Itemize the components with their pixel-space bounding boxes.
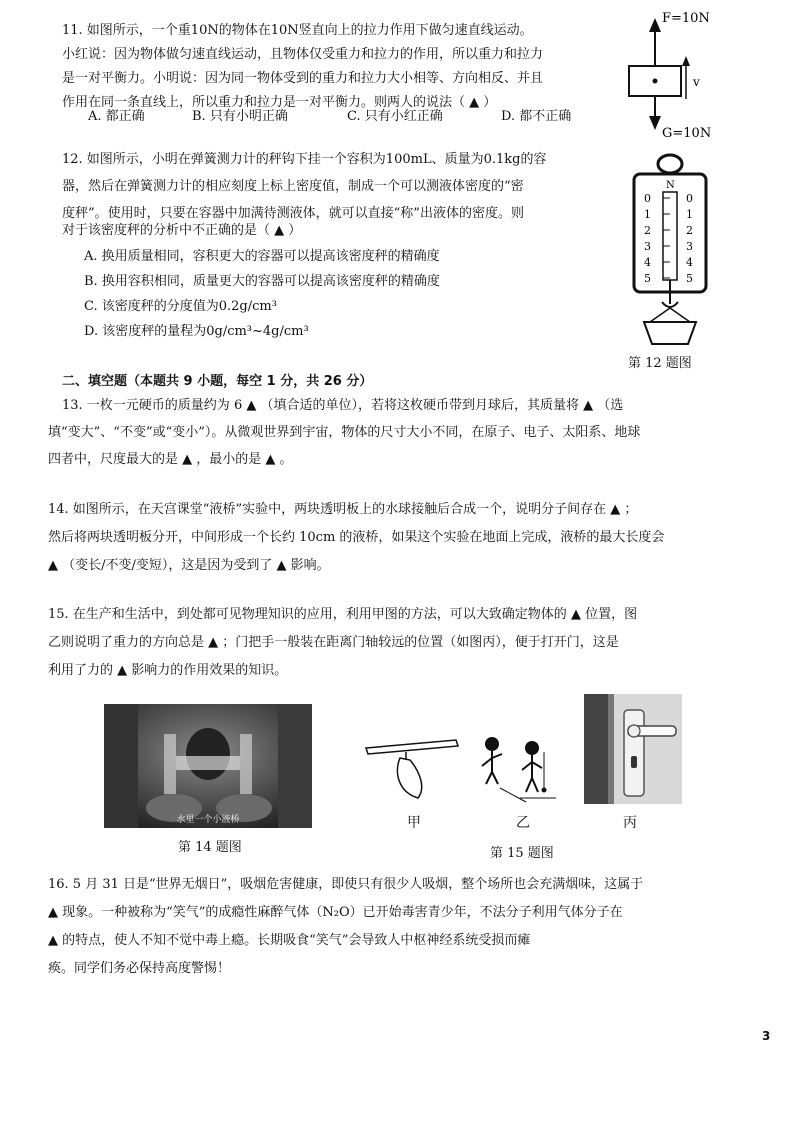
q14-line1: 14. 如图所示，在天宫课堂“液桥”实验中，两块透明板上的水球接触后合成一个，说明分子间存在 ▲ ； [48, 502, 638, 517]
q15-line1: 15. 在生产和生活中，到处都可见物理知识的应用，利用甲图的方法，可以大致确定物体的 ▲ 位置，图 [48, 607, 638, 622]
q11-line4: 作用在同一条直线上，所以重力和拉力是一对平衡力。则两人的说法（ ▲ ） [62, 95, 497, 110]
q15-label-jia: 甲 [407, 815, 421, 831]
q11-option-b: B. 只有小明正确 [192, 109, 288, 124]
q11-option-c: C. 只有小红正确 [347, 109, 443, 124]
q13-line2: 填“变大”、“不变”或“变小”）。从微观世界到宇宙，物体的尺寸大小不同，在原子、电子、太阳系、地球 [48, 425, 641, 440]
q11-line2: 小红说：因为物体做匀速直线运动，且物体仅受重力和拉力的作用，所以重力和拉力 [62, 47, 544, 62]
ruler-bar [366, 740, 458, 754]
door-handle-photo [584, 694, 682, 804]
scale-ring [658, 155, 682, 173]
scale-tick-label-r: 5 [686, 272, 693, 285]
q16-line2: ▲ 现象。一种被称为“笑气”的成瘾性麻醉气体（N₂O）已开始毒害青少年，不法分子利用气体分子在 [48, 905, 623, 920]
liquid-bridge [176, 756, 240, 770]
scale-tick-label-l: 0 [644, 192, 651, 205]
scale-tick-label-r: 4 [686, 256, 693, 269]
q11-option-d: D. 都不正确 [501, 109, 572, 124]
scale-unit: N [666, 180, 675, 191]
q11-option-a: A. 都正确 [88, 109, 145, 124]
arrow-down-icon [649, 116, 661, 130]
liquid-bridge-photo [104, 704, 312, 828]
scale-tick-label-r: 3 [686, 240, 693, 253]
handle-plate [624, 710, 644, 796]
q13-line3: 四者中，尺度最大的是 ▲ ，最小的是 ▲ 。 [48, 452, 293, 467]
q12-option-c: C. 该密度秤的分度值为0.2g/cm³ [84, 299, 277, 314]
q15-caption: 第 15 题图 [490, 846, 554, 861]
q12-option-d: D. 该密度秤的量程为0g/cm³~4g/cm³ [84, 324, 309, 339]
q12-line1: 12. 如图所示，小明在弹簧测力计的秤钩下挂一个容积为100mL、质量为0.1kg的容 [62, 152, 547, 167]
q12-caption: 第 12 题图 [628, 356, 692, 371]
section-title: 二、填空题（本题共 9 小题，每空 1 分，共 26 分） [62, 374, 373, 389]
q16-line3: ▲ 的特点，使人不知不觉中毒上瘾。长期吸食“笑气”会导致人中枢神经系统受损而瘫 [48, 933, 531, 948]
q15-label-yi: 乙 [516, 815, 530, 831]
q14-line3: ▲ （变长/不变/变短），这是因为受到了 ▲ 影响。 [48, 558, 330, 573]
q12-line3: 度秤”。使用时，只要在容器中加满待测液体，就可以直接“称”出液体的密度。则 [62, 206, 524, 221]
q15-label-bing: 丙 [623, 815, 637, 831]
photo-caption-overlay: 水里一个小液桥 [176, 815, 240, 825]
q15-line3: 利用了力的 ▲ 影响力的作用效果的知识。 [48, 663, 288, 678]
keyhole-icon [631, 756, 637, 768]
q12-line2: 器，然后在弹簧测力计的相应刻度上标上密度值，制成一个可以测液体密度的“密 [62, 179, 524, 194]
scale-tick-label-l: 4 [644, 256, 651, 269]
q12-line4: 对于该密度秤的分析中不正确的是（ ▲ ） [62, 223, 302, 238]
q13-line1: 13. 一枚一元硬币的质量约为 6 ▲ （填合适的单位），若将这枚硬币带到月球后，其质量将 ▲ （选 [62, 398, 624, 413]
scale-tick-label-l: 5 [644, 272, 651, 285]
q11-fig-bottom-label: G=10N [662, 126, 712, 141]
hand-icon [397, 758, 421, 798]
q15-figures-jia-yi [360, 728, 570, 812]
q15-line2: 乙则说明了重力的方向总是 ▲ ；门把手一般装在距离门轴较远的位置（如图丙），便于打开门，这是 [48, 635, 619, 650]
page-number: 3 [762, 1029, 771, 1043]
q14-line2: 然后将两块透明板分开，中间形成一个长约 10cm 的液桥，如果这个实验在地面上完成，液桥的最大长度会 [48, 530, 665, 545]
q12-option-a: A. 换用质量相同，容积更大的容器可以提高该密度秤的精确度 [84, 249, 440, 264]
q12-option-b: B. 换用容积相同，质量更大的容器可以提高该密度秤的精确度 [84, 274, 440, 289]
q16-line1: 16. 5 月 31 日是“世界无烟日”，吸烟危害健康，即使只有很少人吸烟，整个场所也会充满烟味，这属于 [48, 877, 644, 892]
spring-scale-figure [620, 152, 720, 348]
q11-fig-top-label: F=10N [662, 11, 710, 26]
scale-tick-label-l: 3 [644, 240, 651, 253]
arrow-up-icon [649, 18, 661, 32]
q11-line3: 是一对平衡力。小明说：因为同一物体受到的重力和拉力大小相等、方向相反、并且 [62, 71, 544, 86]
q11-line1: 11. 如图所示，一个重10N的物体在10N竖直向上的拉力作用下做匀速直线运动。 [62, 23, 533, 38]
scale-tick-label-l: 2 [644, 224, 651, 237]
q16-line4: 痪。同学们务必保持高度警惕！ [48, 961, 231, 976]
q14-caption: 第 14 题图 [178, 840, 242, 855]
q11-fig-v-label: v [693, 75, 700, 89]
q11-force-diagram [600, 4, 740, 144]
container-cup [644, 322, 696, 344]
scale-tick-label-r: 1 [686, 208, 693, 221]
scale-tick-label-l: 1 [644, 208, 651, 221]
scale-tick-label-r: 2 [686, 224, 693, 237]
figure-head [485, 737, 499, 751]
scale-tick-label-r: 0 [686, 192, 693, 205]
